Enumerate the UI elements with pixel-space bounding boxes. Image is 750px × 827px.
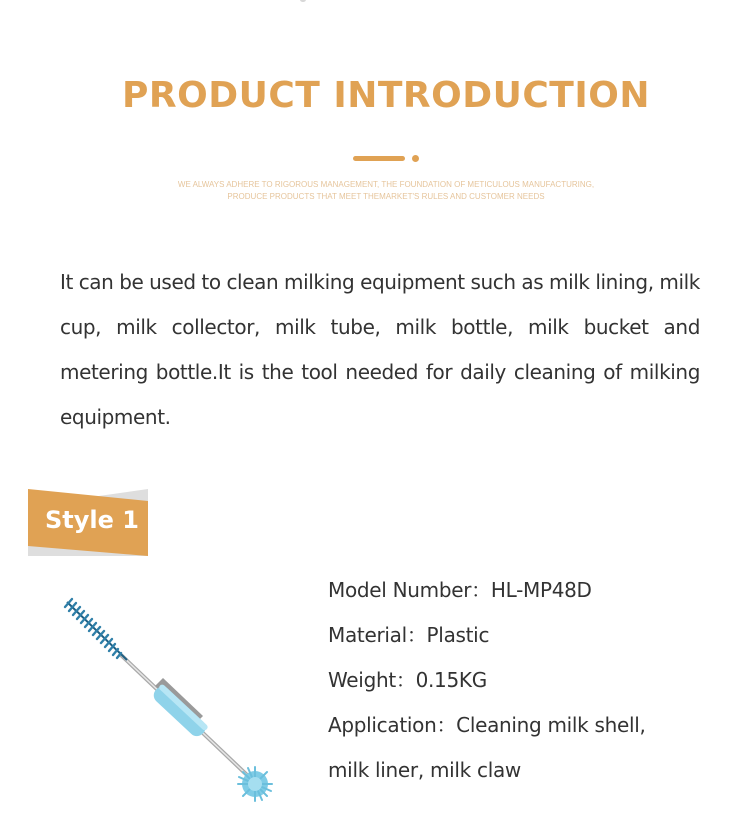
title-divider-bar xyxy=(353,156,405,161)
product-intro-paragraph: It can be used to clean milking equipment such as milk lining, milk cup, milk collector, milk tube, milk bottle, milk bucket and metering bottle.It is the tool needed for daily cleaning of milking equipment. xyxy=(60,270,700,429)
title-divider-dot xyxy=(412,155,419,162)
brush-end-head xyxy=(238,767,272,801)
spec-model-number: Model Number：HL-MP48D xyxy=(328,578,592,602)
spec-application: Application：Cleaning milk shell, xyxy=(328,713,646,737)
section-tagline xyxy=(100,179,672,203)
spec-application-continued: milk liner, milk claw xyxy=(328,758,521,782)
brush-illustration xyxy=(55,590,285,810)
section-title: PRODUCT INTRODUCTION xyxy=(122,75,650,116)
tagline-line-2: PRODUCE PRODUCTS THAT MEET THEMARKET'S RULES AND CUSTOMER NEEDS xyxy=(227,192,545,201)
style-badge xyxy=(28,489,148,556)
tagline-line-1: WE ALWAYS ADHERE TO RIGOROUS MANAGEMENT, THE FOUNDATION OF METICULOUS MANUFACTURING, xyxy=(177,180,595,189)
spec-weight: Weight：0.15KG xyxy=(328,668,487,692)
product-image-cleaning-brush xyxy=(55,590,285,810)
product-specs-list xyxy=(328,568,728,793)
style-badge-label: Style 1 xyxy=(45,506,139,534)
top-edge-marker xyxy=(300,0,306,2)
brush-handle-sleeve xyxy=(150,683,208,739)
spec-material: Material：Plastic xyxy=(328,623,490,647)
